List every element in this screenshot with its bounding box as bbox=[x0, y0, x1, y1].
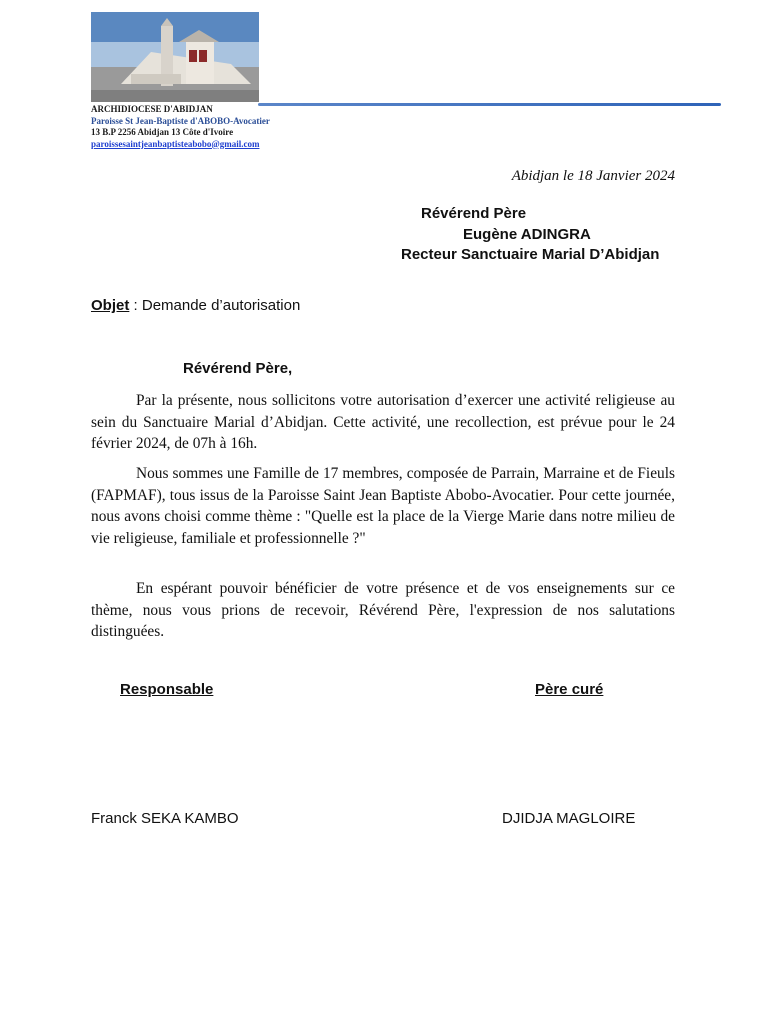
header-divider bbox=[258, 103, 721, 106]
paragraph-family: Nous sommes une Famille de 17 membres, composée de Parrain, Marraine et de Fieuls (FAPMAF), tous issus de la Paroisse Saint Jean Baptiste Abobo-Avocatier. Pour cette journée, nous avons choisi comme thème : "Quelle est la place de la Vierge Marie dans notre milieu de vie religieuse, familiale et professionnelle ?" bbox=[91, 465, 675, 547]
letter-date: Abidjan le 18 Janvier 2024 bbox=[511, 168, 675, 184]
signature-title-right: Père curé bbox=[535, 681, 604, 698]
signature-title-left: Responsable bbox=[120, 681, 214, 698]
signature-name-right: DJIDJA MAGLOIRE bbox=[502, 810, 636, 827]
subject-separator: : bbox=[129, 297, 142, 314]
email-link[interactable]: paroissesaintjeanbaptisteabobo@gmail.com bbox=[91, 138, 260, 149]
postal-address-line: 13 B.P 2256 Abidjan 13 Côte d'Ivoire bbox=[91, 127, 234, 137]
salutation: Révérend Père, bbox=[183, 360, 293, 377]
recipient-title: Révérend Père bbox=[421, 205, 527, 222]
archdiocese-line: ARCHIDIOCESE D'ABIDJAN bbox=[91, 104, 213, 114]
subject-text: Demande d’autorisation bbox=[141, 297, 301, 314]
recipient-name: Eugène ADINGRA bbox=[463, 226, 591, 243]
subject-label: Objet bbox=[91, 297, 130, 314]
recipient-role: Recteur Sanctuaire Marial D’Abidjan bbox=[401, 246, 660, 263]
paragraph-closing: En espérant pouvoir bénéficier de votre présence et de vos enseignements sur ce thème, nous vous prions de recevoir, Révérend Père, l'expression de nos salutations distinguées. bbox=[91, 580, 675, 640]
subject-line bbox=[91, 297, 300, 314]
paragraph-request: Par la présente, nous sollicitons votre autorisation d’exercer une activité religieuse au sein du Sanctuaire Marial d’Abidjan. Cette activité, une recollection, est prévue pour le 24 février 2024, de 07h à 16h. bbox=[91, 392, 675, 452]
church-logo-image bbox=[91, 12, 259, 102]
parish-line: Paroisse St Jean-Baptiste d'ABOBO-Avocatier bbox=[91, 115, 270, 126]
signature-name-left: Franck SEKA KAMBO bbox=[91, 810, 239, 827]
letterhead bbox=[91, 104, 270, 150]
